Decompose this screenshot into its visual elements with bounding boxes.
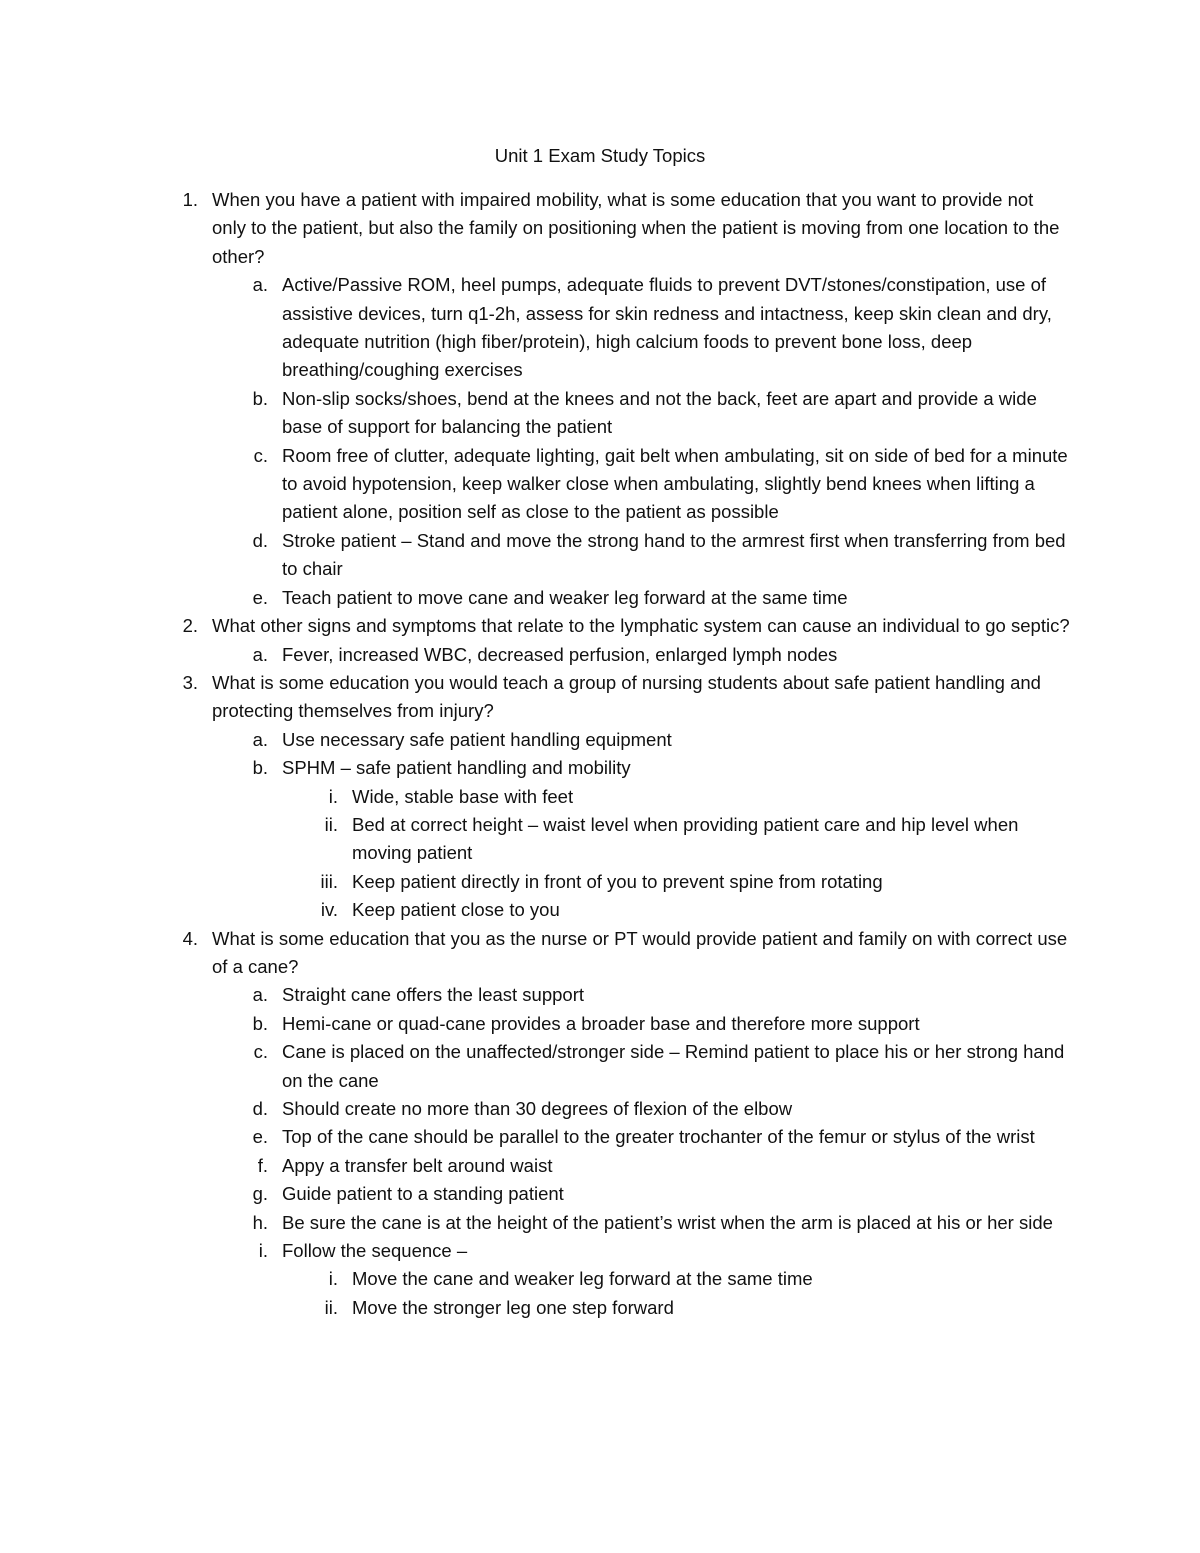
question-text: What other signs and symptoms that relate to the lymphatic system can cause an individual to go septic? bbox=[212, 615, 1070, 637]
list-marker: 4. bbox=[182, 927, 198, 949]
answer-item bbox=[220, 527, 1070, 584]
list-marker: d. bbox=[252, 529, 268, 551]
answer-text: Move the stronger leg one step forward bbox=[352, 1296, 674, 1318]
list-marker: f. bbox=[257, 1154, 268, 1176]
answer-item bbox=[220, 1209, 1070, 1237]
list-marker: b. bbox=[252, 387, 268, 409]
list-marker: e. bbox=[252, 1126, 268, 1148]
answer-text: Keep patient directly in front of you to prevent spine from rotating bbox=[352, 870, 883, 892]
document-title: Unit 1 Exam Study Topics bbox=[494, 145, 706, 166]
answer-item bbox=[220, 385, 1070, 442]
answer-text: Be sure the cane is at the height of the patient’s wrist when the arm is placed at his or her side bbox=[282, 1211, 1053, 1233]
list-marker: d. bbox=[252, 1098, 268, 1119]
question-item bbox=[150, 612, 1070, 640]
answer-item bbox=[220, 726, 1070, 754]
question-item bbox=[150, 669, 1070, 726]
answer-text: Follow the sequence – bbox=[282, 1240, 468, 1262]
list-marker: ii. bbox=[324, 813, 338, 835]
answer-text: Bed at correct height – waist level when providing patient care and hip level when moving patient bbox=[352, 813, 1019, 864]
answer-text: Active/Passive ROM, heel pumps, adequate fluids to prevent DVT/stones/constipation, use of assistive devices, turn q1-2h, assess for skin redness and intactness, keep skin clean and dry, adequate nutrition (high fiber/protein), high calcium foods to prevent bone loss, deep breathing/coughing exercises bbox=[282, 274, 1052, 381]
answer-text: SPHM – safe patient handling and mobility bbox=[282, 757, 631, 779]
list-marker: iii. bbox=[320, 870, 338, 892]
list-marker: i. bbox=[328, 1268, 338, 1290]
answer-text: Fever, increased WBC, decreased perfusion, enlarged lymph nodes bbox=[282, 643, 838, 665]
answer-item bbox=[220, 754, 1070, 782]
list-marker: g. bbox=[252, 1183, 268, 1205]
answer-text: Appy a transfer belt around waist bbox=[282, 1154, 553, 1176]
list-marker: a. bbox=[252, 274, 268, 296]
list-marker: b. bbox=[252, 757, 268, 779]
list-marker: b. bbox=[252, 1012, 268, 1034]
answer-text: Cane is placed on the unaffected/stronger side – Remind patient to place his or her strong hand on the cane bbox=[282, 1041, 1065, 1091]
question-item bbox=[150, 925, 1070, 982]
question-text: What is some education you would teach a group of nursing students about safe patient handling and protecting themselves from injury? bbox=[212, 671, 1041, 722]
sub-answer-item bbox=[290, 1265, 1070, 1293]
answer-text: Keep patient close to you bbox=[352, 899, 560, 921]
answer-item bbox=[220, 1095, 1070, 1123]
sub-answer-item bbox=[290, 811, 1070, 868]
answer-text: Use necessary safe patient handling equipment bbox=[282, 728, 672, 750]
answer-item bbox=[220, 641, 1070, 669]
answer-item bbox=[220, 1123, 1070, 1151]
question-text: What is some education that you as the nurse or PT would provide patient and family on with correct use of a cane? bbox=[212, 927, 1068, 977]
answer-text: Room free of clutter, adequate lighting, gait belt when ambulating, sit on side of bed for a minute to avoid hypotension, keep walker close when ambulating, slightly bend knees when lifting a patient alone, position self as close to the patient as possible bbox=[282, 444, 1068, 523]
list-marker: 3. bbox=[182, 671, 198, 693]
question-item bbox=[150, 186, 1070, 271]
answer-text: Should create no more than 30 degrees of flexion of the elbow bbox=[282, 1098, 793, 1119]
topics-list bbox=[150, 186, 1070, 1322]
list-marker: 2. bbox=[182, 615, 198, 637]
answer-text: Stroke patient – Stand and move the strong hand to the armrest first when transferring from bed to chair bbox=[282, 529, 1066, 580]
list-marker: c. bbox=[253, 1041, 268, 1063]
answer-item bbox=[220, 271, 1070, 385]
list-marker: i. bbox=[258, 1240, 268, 1262]
sub-answer-item bbox=[290, 868, 1070, 896]
answer-text: Teach patient to move cane and weaker leg forward at the same time bbox=[282, 586, 848, 608]
answer-item bbox=[220, 1038, 1070, 1095]
answer-text: Top of the cane should be parallel to the greater trochanter of the femur or stylus of the wrist bbox=[282, 1126, 1035, 1148]
answer-text: Straight cane offers the least support bbox=[282, 984, 585, 1006]
sub-answer-item bbox=[290, 896, 1070, 924]
answer-text: Non-slip socks/shoes, bend at the knees and not the back, feet are apart and provide a wide base of support for balancing the patient bbox=[282, 387, 1037, 438]
sub-answer-item bbox=[290, 783, 1070, 811]
sub-answer-item bbox=[290, 1294, 1070, 1322]
list-marker: 1. bbox=[182, 189, 198, 210]
list-marker: c. bbox=[253, 444, 268, 466]
answer-text: Wide, stable base with feet bbox=[352, 785, 574, 807]
list-marker: a. bbox=[252, 728, 268, 750]
answer-text: Hemi-cane or quad-cane provides a broader base and therefore more support bbox=[282, 1012, 920, 1034]
answer-text: Move the cane and weaker leg forward at the same time bbox=[352, 1268, 813, 1290]
list-marker: h. bbox=[252, 1211, 268, 1233]
answer-item bbox=[220, 1152, 1070, 1180]
list-marker: a. bbox=[252, 984, 268, 1006]
answer-item bbox=[220, 584, 1070, 612]
answer-item bbox=[220, 1010, 1070, 1038]
list-marker: a. bbox=[252, 643, 268, 665]
answer-item bbox=[220, 442, 1070, 527]
answer-item bbox=[220, 981, 1070, 1009]
list-marker: e. bbox=[252, 586, 268, 608]
list-marker: iv. bbox=[320, 899, 338, 921]
answer-item bbox=[220, 1180, 1070, 1208]
list-marker: i. bbox=[328, 785, 338, 807]
answer-text: Guide patient to a standing patient bbox=[282, 1183, 564, 1205]
answer-item bbox=[220, 1237, 1070, 1265]
question-text: When you have a patient with impaired mobility, what is some education that you want to provide not only to the patient, but also the family on positioning when the patient is moving from one location to the other? bbox=[212, 189, 1060, 267]
list-marker: ii. bbox=[324, 1296, 338, 1318]
